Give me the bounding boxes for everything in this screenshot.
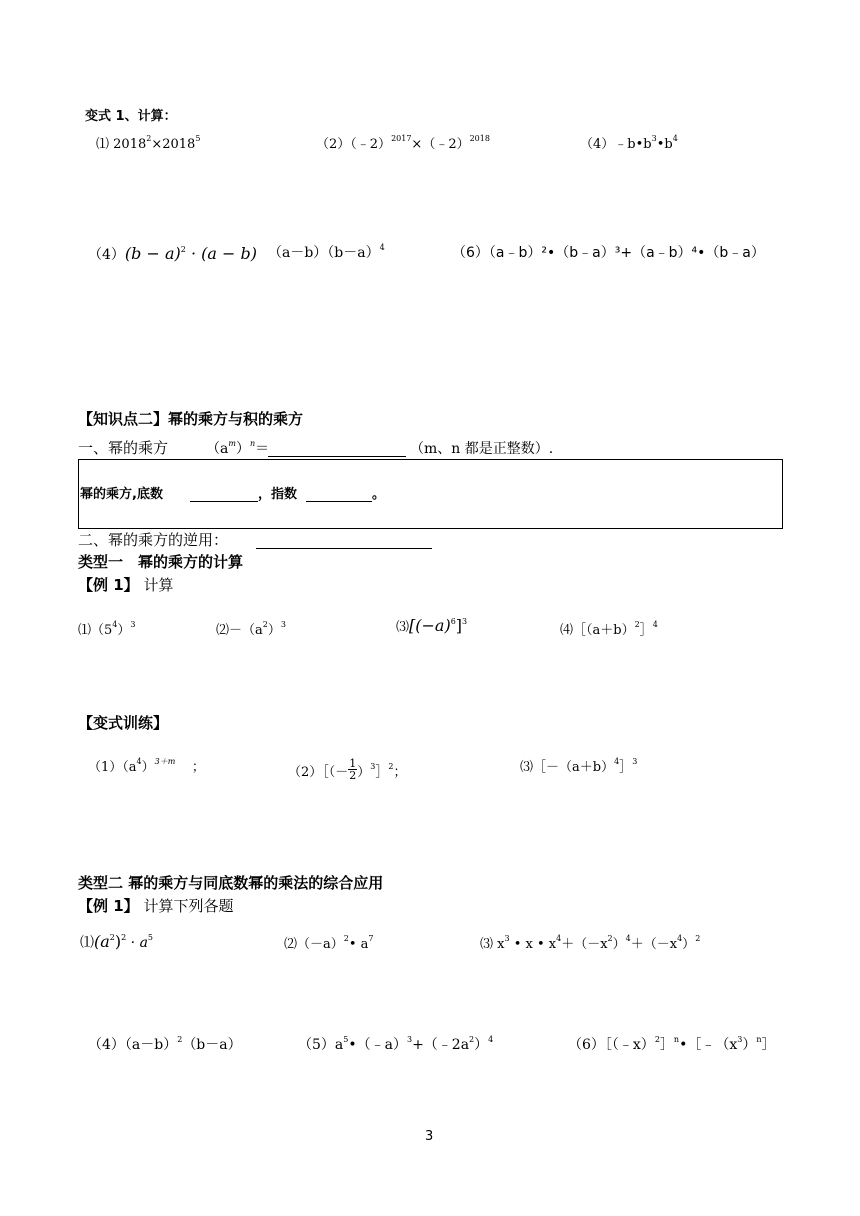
variant1-heading: 变式 1、计算： bbox=[85, 109, 177, 124]
type2-item-6: $(6)[(﹣x)^2]^n•[﹣(x^3)^n]$ bbox=[568, 1035, 776, 1053]
type1-title: 类型一 幂的乘方的计算 bbox=[78, 553, 244, 571]
type1-item-3: $⑶[(-a)^6]^3$ bbox=[396, 616, 468, 635]
kp2-box-text-b: ，指数 bbox=[258, 487, 298, 502]
kp2-line1: 一、幂的乘方 bbox=[78, 439, 169, 457]
variant-training-item-2: （2）［（－ $\frac{1}{2}$ ）$^3$］$^2$； bbox=[288, 757, 407, 782]
type2-item-5: $(5)a^5•(﹣a)^3+(﹣2a^2)^4$ bbox=[298, 1035, 494, 1053]
variant-training-title: 【变式训练】 bbox=[78, 714, 169, 732]
type2-example-label: 【例 1】 计算下列各题 bbox=[78, 897, 234, 915]
kp2-box-blank-2[interactable] bbox=[306, 501, 372, 502]
kp2-box-text-c: 。 bbox=[372, 487, 386, 502]
problem-4: $(4)(b - a)^2 \cdot (a - b)$ bbox=[88, 244, 257, 263]
problem-1: ⑴ $2018^2\times 2018^5$ bbox=[96, 134, 201, 152]
kp2-formula: $(a^m)^n=$ bbox=[206, 439, 270, 457]
problem-3: $(4)﹣b•b^3•b^4$ bbox=[580, 134, 678, 152]
problem-6: （6）（a﹣b）²•（b﹣a）³+（a﹣b）⁴•（b﹣a） bbox=[452, 245, 765, 261]
problem-5: $(a-b)(b-a)^4$ bbox=[268, 243, 385, 261]
kp2-blank-2[interactable] bbox=[256, 548, 432, 549]
kp2-box bbox=[78, 459, 783, 529]
page-number: 3 bbox=[425, 1129, 434, 1144]
type1-example-label: 【例 1】 计算 bbox=[78, 576, 174, 594]
type2-title: 类型二 幂的乘方与同底数幂的乘法的综合应用 bbox=[78, 874, 384, 892]
problem-2: （2）（﹣2）$^{2017}$×（﹣2）$^{2018}$ bbox=[316, 134, 490, 152]
type2-item-2: $⑵(-a)^2•$ $a^7$ bbox=[284, 934, 374, 952]
kp2-title: 【知识点二】幂的乘方与积的乘方 bbox=[78, 410, 304, 428]
variant-training-item-3: $⑶[-(a+b)^4]^3$ bbox=[520, 757, 638, 775]
type2-item-4: $(4)(a-b)^2(b-a)$ bbox=[88, 1035, 242, 1053]
type1-item-2: $⑵-(a^2)^3$ bbox=[216, 620, 286, 638]
type2-item-1: $⑴(a^2)^2 \cdot a^5$ bbox=[80, 932, 154, 951]
type1-item-1: $⑴(5^4)^3$ bbox=[78, 620, 136, 638]
kp2-box-text-a: 幂的乘方,底数 bbox=[80, 487, 163, 502]
kp2-blank-1[interactable] bbox=[268, 456, 406, 457]
type1-item-4: $⑷[(a+b)^2]^4$ bbox=[560, 620, 658, 638]
kp2-line1-suffix: （m、n 都是正整数）. bbox=[410, 441, 554, 457]
variant-training-item-1: $(1)(a^4)^{3+m}$ ； bbox=[88, 757, 205, 775]
kp2-box-blank-1[interactable] bbox=[190, 501, 258, 502]
type2-item-3: ⑶ $x^3$ • x • $x^4+(-x^2)^4+(-x^4)^2$ bbox=[480, 934, 701, 952]
kp2-line2: 二、幂的乘方的逆用： bbox=[78, 531, 229, 549]
